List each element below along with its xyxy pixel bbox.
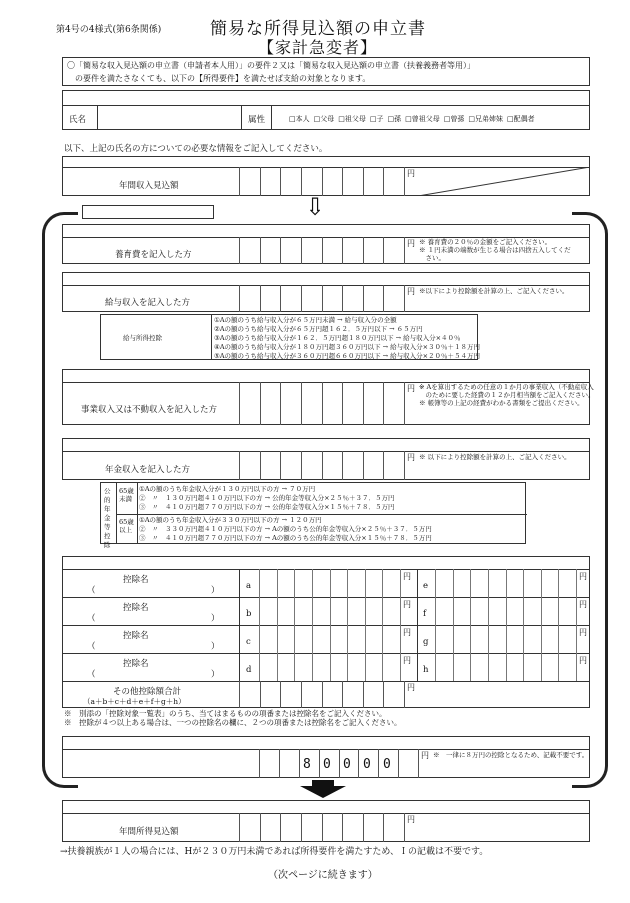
arrow-down-icon: ⇩	[305, 193, 326, 221]
footer-note: →扶養親族が１人の場合には、Hが２３０万円未満であれば所得要件を満たすため、Ｉの記載は不要です。	[60, 847, 489, 857]
final-income-label: 年間所得見込額	[119, 827, 179, 837]
salary-rule-2: ②Aの額のうち給与収入分が６５万円超１６２．５万円以下 → ６５万円	[214, 325, 423, 333]
key-h: h	[423, 665, 429, 675]
yen-label: 円	[579, 656, 587, 665]
arrow-down-icon	[300, 780, 346, 798]
yen-label: 円	[407, 384, 415, 393]
pension-label: 年金収入を記入した方	[105, 465, 191, 475]
digit: 8	[303, 757, 311, 772]
intro-text: 以下、上記の氏名の方についての必要な情報をご記入してください。	[64, 144, 328, 154]
form-number: 第4号の4様式(第6条関係)	[56, 25, 162, 35]
paren-close: ）	[211, 642, 220, 652]
salary-deduction-table	[100, 314, 481, 360]
deduction-right-amount-grid[interactable]	[435, 569, 577, 681]
key-f: f	[423, 609, 427, 619]
business-note-1: ※ Aを算出するための任意の１か月の事業収入（不動産収入	[419, 383, 594, 391]
key-a: a	[246, 581, 252, 591]
paren-open: （	[87, 642, 96, 652]
final-income-input[interactable]	[239, 813, 405, 842]
salary-row	[62, 272, 590, 312]
yen-label: 円	[579, 600, 587, 609]
deductions-table	[62, 556, 590, 708]
checkbox-great-grandchild[interactable]: □曾孫	[443, 115, 465, 123]
annual-income-label: 年間収入見込額	[119, 181, 179, 191]
key-e: e	[423, 581, 429, 591]
salary-deduction-label: 給与所得控除	[123, 334, 162, 342]
checkbox-great-grandparents[interactable]: □曾祖父母	[405, 115, 440, 123]
support-note-2: ※ １円未満の端数が生じる場合は四捨五入してくだ	[419, 246, 571, 254]
salary-rule-3: ③Aの額のうち給与収入分が１６２．５万円超１８０万円以下 → 給与収入分×４０％	[214, 334, 461, 342]
salary-rule-5: ⑤Aの額のうち給与収入分が３６０万円超６６０万円以下 → 給与収入分×２０％＋５４万円	[214, 352, 481, 360]
deduction-total-label: その他控除額合計	[113, 687, 182, 697]
business-note-2: のために要した経費の１２か月相当額をご記入ください。	[419, 391, 595, 399]
checkbox-spouse[interactable]: □配偶者	[507, 115, 535, 123]
yen-label: 円	[407, 453, 415, 462]
deduction-name-label: 控除名	[123, 631, 149, 641]
pension-side-label: 公的年金等控除	[104, 487, 111, 549]
pension-rule-1-2: ② 〃 １３０万円超４１０万円以下の方 → 公的年金等収入分×２５％＋３７．５万円	[139, 494, 395, 502]
yen-label: 円	[579, 628, 587, 637]
pension-rule-1-3: ③ 〃 ４１０万円超７７０万円以下の方 → 公的年金等収入分×１５％＋７８．５万円	[139, 503, 395, 511]
yen-label: 円	[407, 815, 415, 824]
pension-age-65-over: 65歳以上	[119, 518, 134, 534]
requirement-note	[62, 57, 590, 86]
business-row	[62, 369, 595, 425]
key-b: b	[246, 609, 252, 619]
salary-rule-1: ①Aの額のうち給与収入分が６５万円未満 → 給与収入分の全額	[214, 316, 397, 324]
salary-label: 給与収入を記入した方	[105, 298, 191, 308]
key-d: d	[246, 665, 252, 675]
annual-income-input[interactable]	[239, 167, 405, 196]
pension-rule-2-2: ② 〃 ３３０万円超４１０万円以下の方 → Aの額のうち公的年金等収入分×２５％＋３７．５万円	[139, 525, 432, 533]
deduction-left-amount-grid[interactable]	[259, 569, 401, 681]
checkbox-grandchild[interactable]: □孫	[387, 115, 402, 123]
digit: 0	[363, 757, 371, 772]
support-note-3: さい。	[419, 254, 445, 262]
support-note-1: ※ 養育費の２０％の金額をご記入ください。	[419, 238, 552, 246]
deduction-note-2: ※ 控除が４つ以上ある場合は、一つの控除名の欄に、２つの項番または控除名をご記入ください。	[64, 718, 402, 727]
yen-label: 円	[403, 628, 411, 637]
deduction-note-1: ※ 別添の「控除対象一覧表」のうち、当てはまるものの項番または控除名をご記入ください。	[64, 709, 387, 718]
checkbox-parents[interactable]: □父母	[313, 115, 335, 123]
page-subtitle: 【家計急変者】	[258, 38, 378, 57]
requirement-note-line1: 〇「簡易な収入見込額の申立書（申請者本人用）」の要件２又は「簡易な収入見込額の申立書（扶養義務者等用）」	[67, 61, 475, 70]
pension-rule-2-3: ③ 〃 ４１０万円超７７０万円以下の方 → Aの額のうち公的年金等収入分×１５％＋７８．５万円	[139, 534, 432, 542]
name-input[interactable]	[99, 106, 239, 129]
pension-age-under-65: 65歳未満	[119, 487, 134, 503]
yen-label: 円	[403, 656, 411, 665]
digit: 0	[323, 757, 331, 772]
deduction-name-label: 控除名	[123, 603, 149, 613]
fixed-deduction-note: ※ 一律に８万円の控除となるため、記載不要です。	[433, 751, 589, 759]
page-title: 簡易な所得見込額の申立書	[210, 19, 426, 39]
child-support-input[interactable]	[239, 237, 405, 264]
checkbox-self[interactable]: □本人	[289, 115, 310, 123]
digit: 0	[343, 757, 351, 772]
blank-label-box	[82, 205, 214, 219]
salary-input[interactable]	[239, 285, 405, 312]
paren-close: ）	[211, 614, 220, 624]
paren-open: （	[87, 614, 96, 624]
deduction-total-input[interactable]	[239, 681, 405, 708]
pension-input[interactable]	[239, 451, 405, 480]
child-support-row	[62, 224, 590, 264]
pension-note: ※ 以下により控除額を計算の上、ご記入ください。	[419, 453, 571, 461]
deduction-name-label: 控除名	[123, 659, 149, 669]
paren-open: （	[87, 586, 96, 596]
paren-close: ）	[211, 670, 220, 680]
yen-label: 円	[421, 751, 429, 760]
business-label: 事業収入又は不動収入を記入した方	[81, 405, 218, 415]
key-g: g	[423, 637, 429, 647]
deduction-total-formula: （a＋b＋c＋d＋e＋f＋g＋h）	[83, 697, 186, 706]
business-input[interactable]	[239, 382, 405, 425]
annual-income-row	[62, 156, 590, 196]
pension-rule-2-1: ①Aの額のうち年金収入分が３３０万円以下の方 → １２０万円	[139, 516, 322, 524]
name-row	[62, 90, 590, 130]
yen-label: 円	[579, 572, 587, 581]
checkbox-grandparents[interactable]: □祖父母	[338, 115, 366, 123]
attribute-label: 属性	[248, 115, 266, 125]
deduction-name-label: 控除名	[123, 575, 149, 585]
key-c: c	[246, 637, 251, 647]
digit: 0	[383, 757, 391, 772]
paren-close: ）	[211, 586, 220, 596]
final-income-row	[62, 800, 590, 842]
yen-label: 円	[407, 287, 415, 296]
child-support-label: 養育費を記入した方	[115, 250, 192, 260]
paren-open: （	[87, 670, 96, 680]
yen-label: 円	[407, 239, 415, 248]
checkbox-child[interactable]: □子	[369, 115, 384, 123]
salary-note: ※以下により控除額を計算の上、ご記入ください。	[419, 287, 569, 295]
attribute-options	[289, 114, 535, 124]
yen-label: 円	[403, 600, 411, 609]
yen-label: 円	[407, 683, 415, 692]
yen-label: 円	[407, 169, 415, 178]
salary-rule-4: ④Aの額のうち給与収入分が１８０万円超３６０万円以下 → 給与収入分×３０％＋１８万円	[214, 343, 481, 351]
pension-rule-1-1: ①Aの額のうち年金収入分が１３０万円以下の方 → ７０万円	[139, 485, 316, 493]
continue-note: （次ページに続きます）	[268, 870, 378, 881]
pension-deduction-table	[100, 482, 526, 549]
yen-label: 円	[403, 572, 411, 581]
requirement-note-line2: の要件を満たさなくても、以下の【所得要件】を満たせば支給の対象となります。	[75, 74, 371, 83]
checkbox-siblings[interactable]: □兄弟姉妹	[468, 115, 503, 123]
pension-row	[62, 438, 590, 480]
fixed-deduction-digits	[259, 749, 419, 778]
name-label: 氏名	[69, 115, 87, 125]
diagonal-strike	[418, 167, 590, 196]
fixed-deduction-row	[62, 736, 590, 778]
business-note-3: ※ 帳簿等の上記の経費がわかる書類をご提出ください。	[419, 399, 584, 407]
